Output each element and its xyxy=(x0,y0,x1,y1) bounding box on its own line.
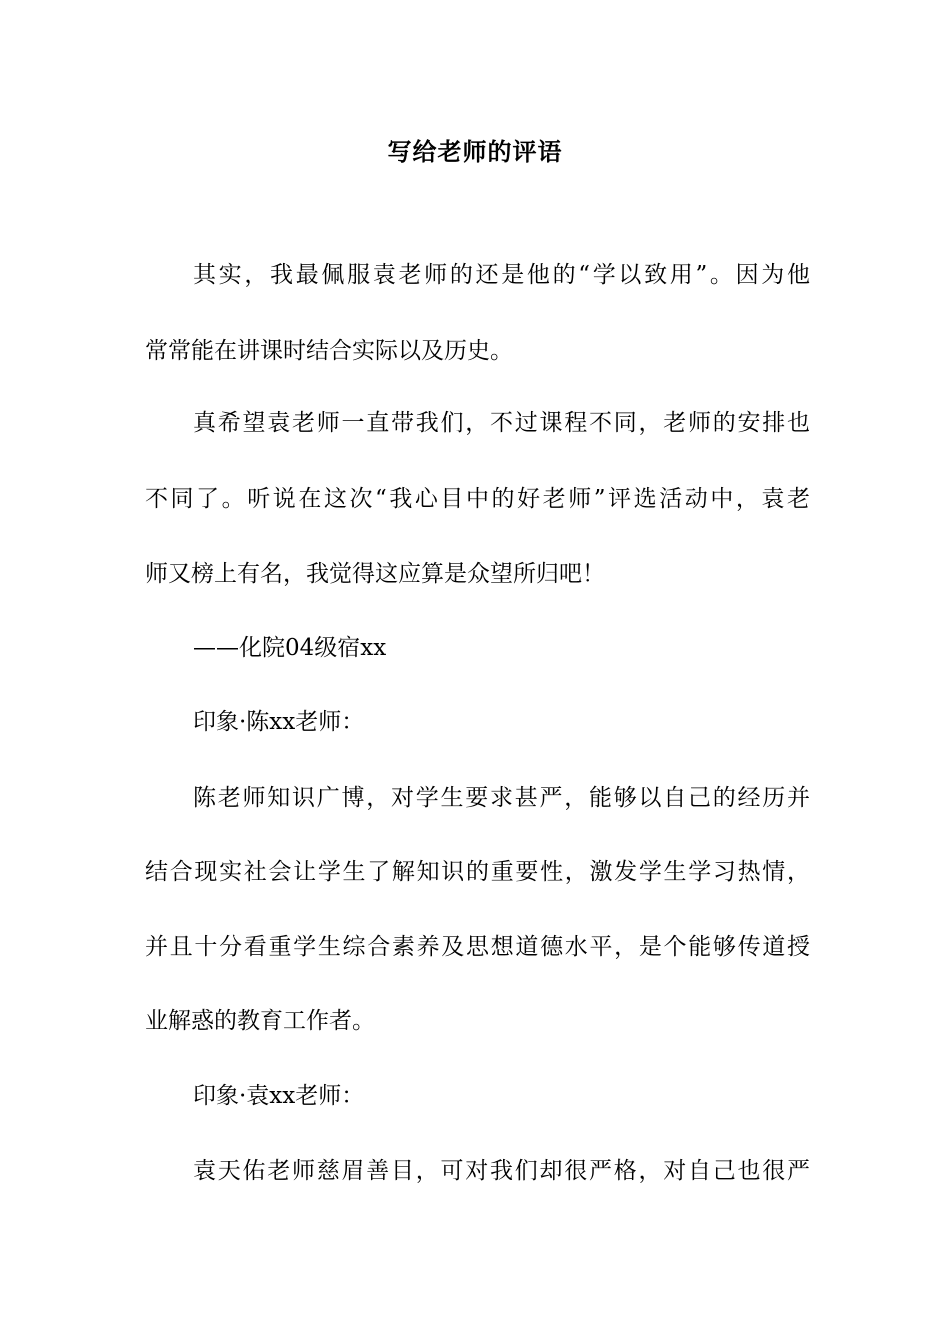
signature-line: ——化院04级宿xx xyxy=(193,635,387,661)
paragraph-line: 其实，我最佩服袁老师的还是他的“学以致用”。因为他 xyxy=(193,262,810,288)
paragraph-line: 师又榜上有名，我觉得这应算是众望所归吧！ xyxy=(145,561,605,587)
paragraph-line: 业解惑的教育工作者。 xyxy=(145,1008,375,1034)
section-heading: 印象·袁xx老师： xyxy=(193,1083,365,1109)
paragraph-line: 真希望袁老师一直带我们，不过课程不同，老师的安排也 xyxy=(193,410,810,436)
paragraph-line: 常常能在讲课时结合实际以及历史。 xyxy=(145,338,513,364)
paragraph-line: 并且十分看重学生综合素养及思想道德水平，是个能够传道授 xyxy=(145,934,810,960)
section-heading: 印象·陈xx老师： xyxy=(193,709,365,735)
paragraph-line: 结合现实社会让学生了解知识的重要性，激发学生学习热情， xyxy=(145,859,810,885)
paragraph-line: 陈老师知识广博，对学生要求甚严，能够以自己的经历并 xyxy=(193,785,810,811)
paragraph-line: 不同了。听说在这次“我心目中的好老师”评选活动中，袁老 xyxy=(145,486,810,512)
document-title: 写给老师的评语 xyxy=(387,137,563,166)
paragraph-line: 袁天佑老师慈眉善目，可对我们却很严格，对自己也很严 xyxy=(193,1158,810,1184)
